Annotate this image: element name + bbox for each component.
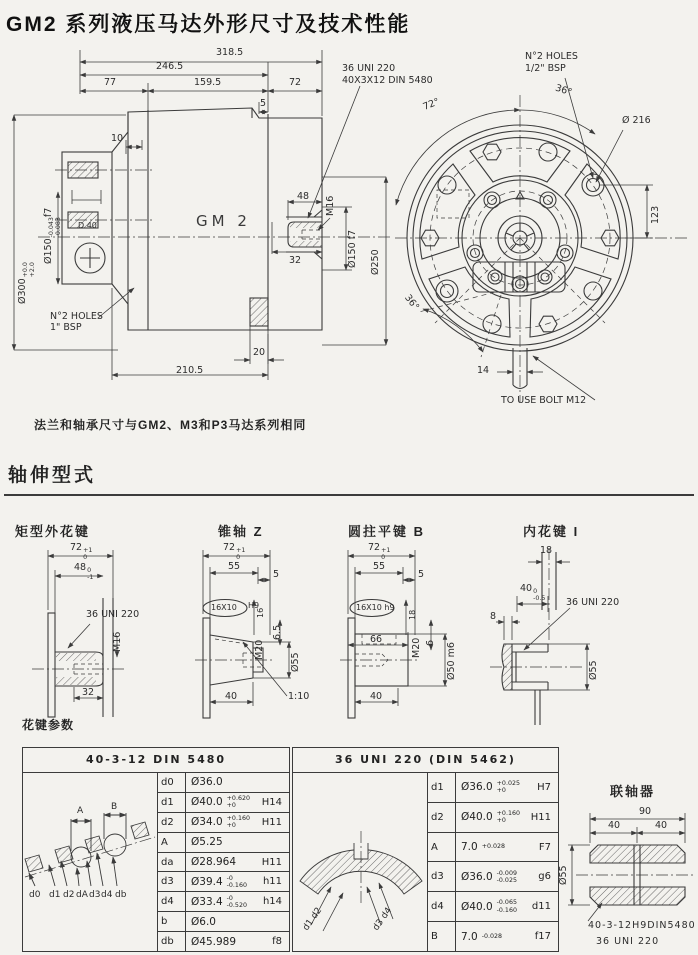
spec-value: Ø33.4 <box>191 895 223 908</box>
dim-150-f7: Ø150 f7 <box>347 229 358 268</box>
spec-tolerance: +0.028 <box>481 843 506 851</box>
spec-fit: H14 <box>261 796 282 808</box>
fig-label-d0: d0 <box>29 890 41 900</box>
spec-value: Ø40.0 <box>461 811 493 824</box>
shaft-type-spline <box>10 540 190 720</box>
spec-row <box>158 813 289 833</box>
spec-key: d4 <box>428 892 456 921</box>
spec-row <box>428 862 558 892</box>
angle-72: 72° <box>421 96 442 113</box>
dim-20: 20 <box>253 347 266 358</box>
dim-77: 77 <box>104 77 117 88</box>
angle-36-bottom: 36° <box>402 292 422 313</box>
spec-value: 7.0 <box>461 930 478 943</box>
dim-5: 5 <box>260 98 267 109</box>
shaft3-dim-5: 5 <box>418 569 425 580</box>
coupling-dim-90: 90 <box>639 806 652 817</box>
spec-fit: H11 <box>261 816 282 828</box>
motor-body-outline <box>62 108 322 330</box>
fig-label-d4: d4 <box>101 890 113 900</box>
coupling-title: 联轴器 <box>610 784 656 799</box>
spec-key: b <box>158 912 186 931</box>
shaft4-dim-55: Ø55 <box>588 660 599 680</box>
spec-row <box>428 833 558 863</box>
shaft3-dim-55: 55 <box>373 561 386 572</box>
spec-key: d1 <box>158 793 186 812</box>
shaft2-dim-72: 72 +1 0 <box>223 542 246 562</box>
spec-fit: h14 <box>262 896 282 908</box>
dim-216: Ø 216 <box>622 115 651 126</box>
spec-tolerance: +0.025 +0 <box>496 780 520 795</box>
shaft3-dim-40: 40 <box>370 691 383 702</box>
coupling-dim-40b: 40 <box>655 820 668 831</box>
shaft1-spline-spec: 36 UNI 220 <box>86 609 140 620</box>
shaft1-dim-32: 32 <box>82 687 95 698</box>
coupling-dim-55: Ø55 <box>558 865 569 885</box>
spec-row <box>158 872 289 892</box>
shaft3-dim-6: 6 <box>425 639 436 646</box>
shaft2-dim-40: 40 <box>225 691 238 702</box>
spec-row <box>428 803 558 833</box>
dim-210-5: 210.5 <box>176 365 204 376</box>
dim-300: Ø300 +0.0 +2.0 <box>17 262 37 304</box>
shaft3-dim-50: Ø50 m6 <box>446 642 457 680</box>
side-view <box>8 42 433 392</box>
shaft2-dim-55: 55 <box>228 561 241 572</box>
spec-value: Ø36.0 <box>461 781 493 794</box>
front-view-centerlines <box>395 95 690 402</box>
shaft2-dim-6-5: 6.5 <box>272 624 283 640</box>
shaft4-dim-40: 40 0 -0.5 <box>520 583 546 603</box>
spec-row <box>158 793 289 813</box>
spec-key: d4 <box>158 892 186 911</box>
dim-72: 72 <box>289 77 302 88</box>
spec-value: Ø6.0 <box>191 915 216 928</box>
shaft3-drawing <box>340 540 485 725</box>
dim-14: 14 <box>477 365 490 376</box>
front-view <box>385 40 698 418</box>
model-label: GM 2 <box>196 212 251 230</box>
spec-row <box>158 773 289 793</box>
table1-rows <box>158 773 289 951</box>
dim-123: 123 <box>650 205 661 224</box>
shaft1-dim-72: 72 +1 0 <box>70 542 93 562</box>
shaft1-m16: M16 <box>112 631 123 652</box>
spec-fit: H7 <box>537 781 551 793</box>
spec-key: da <box>158 853 186 872</box>
spec-fit: H11 <box>261 856 282 868</box>
shaft2-dim-5: 5 <box>273 569 280 580</box>
fig-label-d1: d1 <box>49 890 61 900</box>
spline-profile-drawing <box>23 773 157 949</box>
shaft-type-key <box>340 540 485 725</box>
spec-value: Ø39.4 <box>191 875 223 888</box>
table2-figure <box>293 773 428 951</box>
shaft1-drawing <box>10 540 190 720</box>
shaft2-drawing <box>195 540 340 725</box>
spec-tolerance: -0 -0.520 <box>226 894 247 909</box>
dim-32: 32 <box>289 255 302 266</box>
section-title-shaft-types: 轴伸型式 <box>8 465 97 486</box>
spec-fit: f8 <box>272 936 282 948</box>
coupling-dim-40a: 40 <box>608 820 621 831</box>
spec-key: B <box>428 922 456 951</box>
shaft2-keyfit: H9 <box>248 601 260 610</box>
spec-key: db <box>158 932 186 951</box>
shaft3-key: 16X10 h9 <box>356 603 395 612</box>
shaft4-drawing <box>490 540 698 730</box>
spec-key: d1 <box>428 773 456 802</box>
spec-tolerance: +0.620 +0 <box>226 795 250 810</box>
spec-value: Ø40.0 <box>461 900 493 913</box>
angle-36-top: 36° <box>553 82 574 99</box>
fig-label-d3d4: d3 d4 <box>371 905 395 933</box>
dim-m16: M16 <box>325 195 336 216</box>
front-view-drawing <box>385 40 698 418</box>
spec-key: d2 <box>158 813 186 832</box>
table2-rows <box>428 773 558 951</box>
spec-fit: F7 <box>538 841 551 853</box>
spec-value: Ø5.25 <box>191 836 223 849</box>
spline-table-din5480 <box>22 747 290 952</box>
holes-note-1: N°2 HOLES <box>50 311 103 322</box>
shaft3-title: 圆拄平键 B <box>348 524 426 539</box>
shaft2-key: 16X10 <box>211 603 237 612</box>
spec-value: 7.0 <box>461 841 478 854</box>
fig-label-d3: d3 <box>89 890 101 900</box>
spec-tolerance: -0.028 <box>481 932 503 940</box>
spec-fit: H11 <box>530 811 551 823</box>
shaft3-dim-72: 72 +1 0 <box>368 542 391 562</box>
fig-label-db: db <box>115 890 127 900</box>
shaft3-dim-66: 66 <box>370 634 383 645</box>
spline-spec-1: 36 UNI 220 <box>342 63 396 74</box>
fig-label-dA: dA <box>76 890 88 900</box>
fig-label-d2: d2 <box>63 890 75 900</box>
spec-value: Ø40.0 <box>191 796 223 809</box>
spec-row <box>428 922 558 951</box>
shaft2-taper: 1:10 <box>288 691 310 702</box>
spline-spec-2: 40X3X12 DIN 5480 <box>342 75 433 86</box>
dim-159-5: 159.5 <box>194 77 222 88</box>
coupling-spec-1: 40-3-12H9DIN5480 <box>588 920 696 931</box>
coupling-section <box>558 775 698 955</box>
spec-value: Ø36.0 <box>461 870 493 883</box>
spec-fit: h11 <box>262 876 282 888</box>
shaft2-title: 锥轴 Z <box>218 524 264 539</box>
spline-table-uni220 <box>292 747 559 952</box>
spec-key: d3 <box>428 862 456 891</box>
shaft2-dim-16: 16 <box>256 607 265 618</box>
spec-value: Ø36.0 <box>191 776 223 789</box>
spec-row <box>158 833 289 853</box>
spec-row <box>158 853 289 873</box>
spec-tolerance: -0.009 -0.025 <box>496 869 517 884</box>
spline-params-label: 花键参数 <box>22 718 75 732</box>
page-title: GM2 系列液压马达外形尺寸及技术性能 <box>6 13 411 36</box>
spec-tolerance: -0.065 -0.160 <box>496 899 517 914</box>
section-divider <box>4 494 694 496</box>
dim-10: 10 <box>111 133 124 144</box>
spec-value: Ø28.964 <box>191 856 237 868</box>
fig-label-A: A <box>77 806 84 816</box>
fig-label-d1d2: d1 d2 <box>301 905 325 933</box>
spec-fit: d11 <box>531 901 551 913</box>
shaft4-dim-8: 8 <box>490 611 497 622</box>
shaft1-dim-48: 48 0 -1 <box>74 562 94 582</box>
shaft3-m20: M20 <box>411 637 422 658</box>
shaft4-title: 内花键 I <box>523 524 580 539</box>
spec-row <box>428 773 558 803</box>
spec-key: d2 <box>428 803 456 832</box>
spec-key: d3 <box>158 872 186 891</box>
spec-tolerance: -0 -0.160 <box>226 874 247 889</box>
dim-150-left: Ø150 -0.043 -0.083 f7 <box>43 207 63 264</box>
fig-label-B: B <box>111 802 118 812</box>
spec-key: A <box>158 833 186 852</box>
dim-250: Ø250 <box>370 249 381 275</box>
spec-fit: g6 <box>538 871 551 883</box>
spec-fit: f17 <box>534 931 551 943</box>
table1-title: 40-3-12 DIN 5480 <box>23 748 289 773</box>
holes-note-2b: 1/2" BSP <box>525 63 566 74</box>
table1-figure <box>23 773 158 951</box>
spec-row <box>158 892 289 912</box>
shaft4-spline-spec: 36 UNI 220 <box>566 597 620 608</box>
spec-row <box>428 892 558 922</box>
dim-48: 48 <box>297 191 310 202</box>
spec-row <box>158 932 289 951</box>
spec-value: Ø34.0 <box>191 816 223 829</box>
holes-note-2: N°2 HOLES <box>525 51 578 62</box>
shaft1-title: 矩型外花键 <box>15 524 91 539</box>
spec-value: Ø45.989 <box>191 935 237 948</box>
spec-tolerance: +0.160 +0 <box>226 814 250 830</box>
spline-arc-drawing <box>293 773 427 949</box>
dim-318-5: 318.5 <box>216 47 244 58</box>
shaft4-dim-18: 18 <box>540 545 553 556</box>
spec-tolerance: +0.160 +0 <box>496 810 520 825</box>
shaft3-dim-18: 18 <box>408 609 417 620</box>
dim-246-5: 246.5 <box>156 61 184 72</box>
shaft2-dim-55v: Ø55 <box>290 652 301 672</box>
bolt-note: TO USE BOLT M12 <box>501 395 587 406</box>
dim-d40: D 40 <box>78 221 97 230</box>
flange-note: 法兰和轴承尺寸与GM2、M3和P3马达系列相同 <box>34 418 307 432</box>
shaft-type-taper <box>195 540 340 725</box>
table2-title: 36 UNI 220 (DIN 5462) <box>293 748 558 773</box>
spec-key: d0 <box>158 773 186 792</box>
front-view-dimension-lines <box>396 78 653 400</box>
holes-note-1b: 1" BSP <box>50 322 82 333</box>
spec-key: A <box>428 833 456 862</box>
coupling-spec-2: 36 UNI 220 <box>596 936 660 947</box>
shaft-type-internal-spline <box>490 540 698 730</box>
shaft2-m20: M20 <box>254 639 265 660</box>
spec-row <box>158 912 289 932</box>
